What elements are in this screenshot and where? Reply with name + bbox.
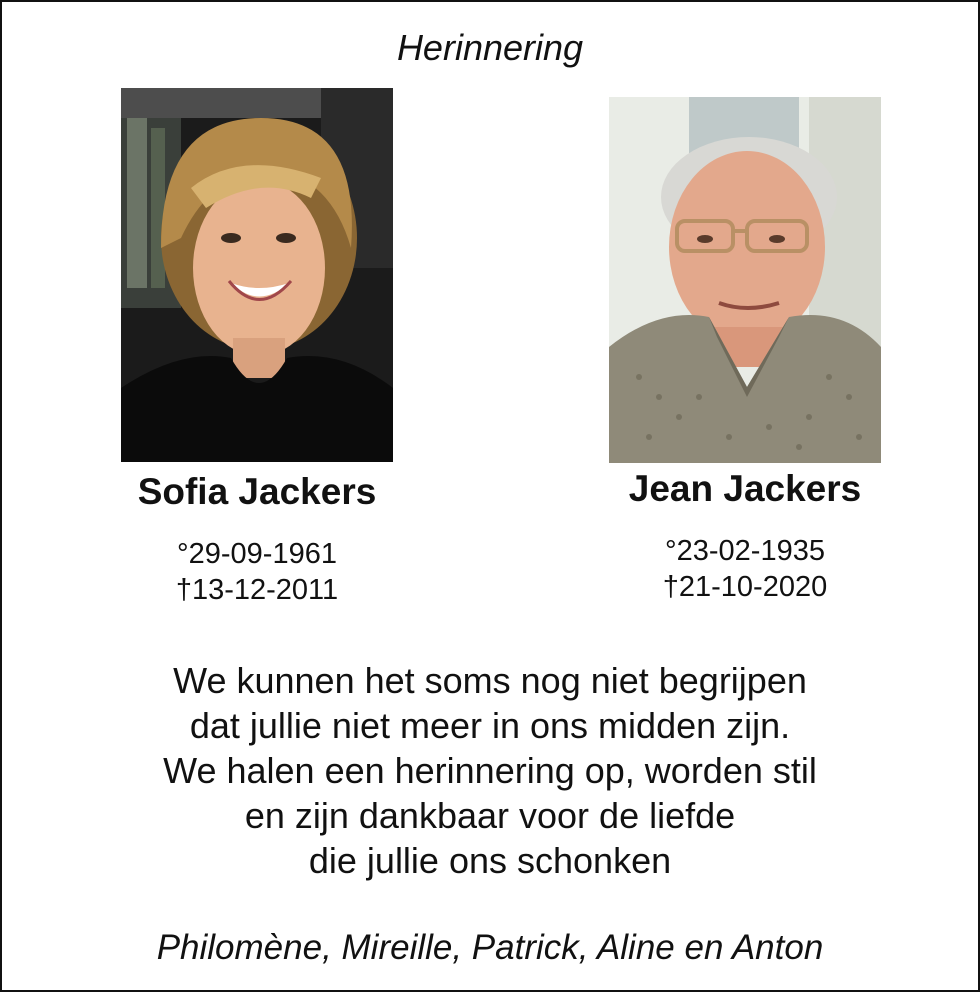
person-dates-jean [570, 533, 920, 605]
card-heading: Herinnering [396, 27, 584, 68]
family-signature: Philomène, Mireille, Patrick, Aline en Anton [156, 928, 824, 967]
portrait-photo-jean [609, 97, 881, 463]
poem-line: We halen een herinnering op, worden stil [163, 750, 817, 791]
death-date: †21-10-2020 [662, 571, 828, 603]
poem-line: We kunnen het soms nog niet begrijpen [173, 660, 807, 701]
portrait-photo-sofia [121, 88, 393, 462]
poem-line: en zijn dankbaar voor de liefde [244, 795, 736, 836]
memorial-poem [2, 658, 978, 883]
person-name-jean: Jean Jackers [628, 468, 862, 509]
poem-line: die jullie ons schonken [308, 840, 672, 881]
birth-date: °23-02-1935 [665, 535, 825, 567]
person-name-sofia: Sofia Jackers [137, 471, 377, 512]
birth-date: °29-09-1961 [177, 538, 337, 570]
death-date: †13-12-2011 [175, 574, 339, 606]
person-dates-sofia [82, 536, 432, 608]
poem-line: dat jullie niet meer in ons midden zijn. [189, 705, 791, 746]
